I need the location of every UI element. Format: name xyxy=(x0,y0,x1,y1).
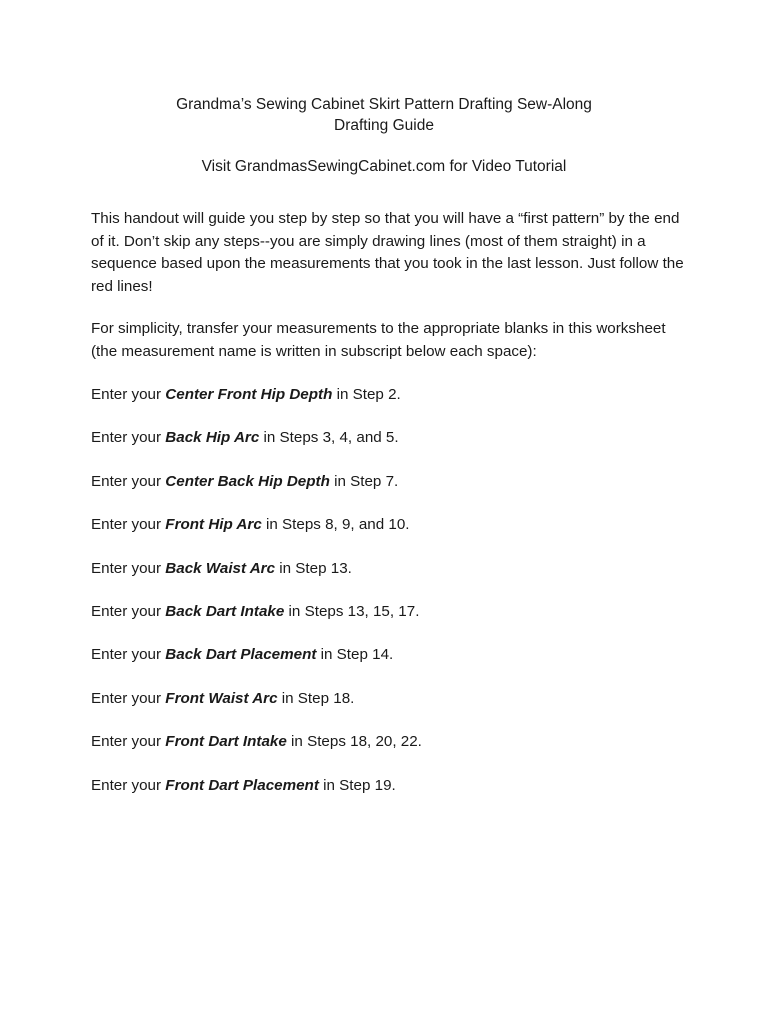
measurement-term: Back Hip Arc xyxy=(165,429,260,446)
measurement-term: Front Dart Intake xyxy=(165,733,287,750)
entry-line xyxy=(91,472,691,492)
entry-suffix: in Steps 18, 20, 22. xyxy=(286,733,422,750)
entry-prefix: Enter your xyxy=(91,429,166,446)
title-line-1: Grandma’s Sewing Cabinet Skirt Pattern Drafting Sew-Along xyxy=(176,96,592,113)
measurement-term: Center Front Hip Depth xyxy=(165,386,333,403)
video-tutorial-note: Visit GrandmasSewingCabinet.com for Video Tutorial xyxy=(201,158,567,175)
entry-line xyxy=(91,385,691,405)
entry-prefix: Enter your xyxy=(91,690,166,707)
entry-line xyxy=(91,559,691,579)
entry-line xyxy=(91,515,691,535)
entry-prefix: Enter your xyxy=(91,603,166,620)
entry-suffix: in Steps 8, 9, and 10. xyxy=(261,516,410,533)
entry-prefix: Enter your xyxy=(91,560,166,577)
entry-line xyxy=(91,602,691,622)
measurement-term: Center Back Hip Depth xyxy=(165,473,330,490)
simplicity-paragraph: For simplicity, transfer your measurements to the appropriate blanks in this worksheet (the measurement name is written in subscript below each space): xyxy=(91,320,666,360)
entry-prefix: Enter your xyxy=(91,777,166,794)
measurement-term: Back Waist Arc xyxy=(165,560,276,577)
document-title xyxy=(0,94,768,136)
entry-line xyxy=(91,645,691,665)
entry-prefix: Enter your xyxy=(91,473,166,490)
entry-line xyxy=(91,689,691,709)
entry-suffix: in Step 13. xyxy=(275,560,352,577)
measurement-term: Front Hip Arc xyxy=(165,516,262,533)
intro-paragraph: This handout will guide you step by step so that you will have a “first pattern” by the end of it. Don’t skip any steps--you are simply drawing lines (most of them straight) in a sequence based upon the measurements that you took in the last lesson. Just follow the red lines! xyxy=(91,210,684,295)
measurement-term: Front Dart Placement xyxy=(165,777,319,794)
measurement-term: Back Dart Placement xyxy=(165,646,317,663)
entry-suffix: in Steps 3, 4, and 5. xyxy=(259,429,399,446)
entry-prefix: Enter your xyxy=(91,386,166,403)
entry-suffix: in Step 19. xyxy=(318,777,396,794)
entry-suffix: in Step 7. xyxy=(329,473,399,490)
entry-suffix: in Step 14. xyxy=(316,646,394,663)
entry-prefix: Enter your xyxy=(91,516,166,533)
entry-suffix: in Steps 13, 15, 17. xyxy=(284,603,420,620)
measurement-term: Front Waist Arc xyxy=(165,690,278,707)
entry-suffix: in Step 18. xyxy=(277,690,355,707)
entry-prefix: Enter your xyxy=(91,646,166,663)
entry-prefix: Enter your xyxy=(91,733,166,750)
title-line-2: Drafting Guide xyxy=(334,117,434,134)
entry-line xyxy=(91,428,691,448)
entry-line xyxy=(91,732,691,752)
measurement-term: Back Dart Intake xyxy=(165,603,285,620)
entry-line xyxy=(91,776,691,796)
entry-suffix: in Step 2. xyxy=(332,386,401,403)
